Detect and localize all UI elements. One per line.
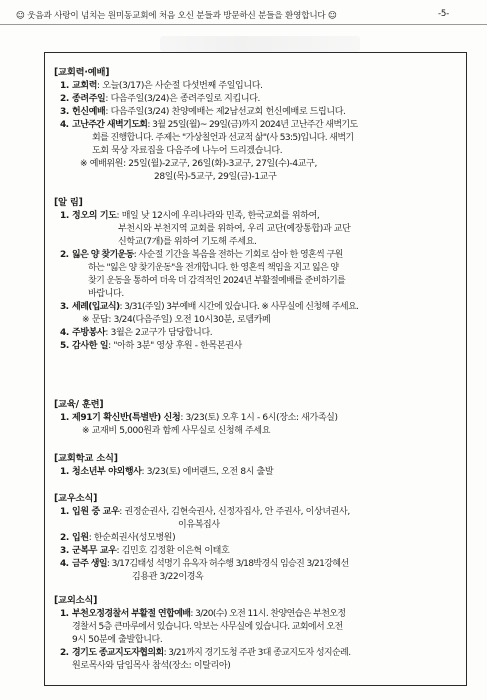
list-item: 1. 교회력: 오늘(3/17)은 사순절 다섯번째 주일입니다. xyxy=(60,81,263,91)
section-title: [교회학교 소식] xyxy=(54,453,118,464)
continuation-line: 부천시와 부천지역 교회를 위하여, 우리 교단(예장통합)과 교단 xyxy=(118,224,351,234)
paper-tape-mark xyxy=(160,36,360,52)
section-title: [알 림] xyxy=(54,197,83,208)
continuation-line: 바랍니다. xyxy=(88,289,124,299)
list-item: 1. 정오의 기도: 매일 낮 12시에 우리나라와 민족, 한국교회를 위하여, xyxy=(60,211,320,221)
section-title: [교육/ 훈련] xyxy=(54,399,104,410)
list-item: 5. 감사한 일: "아하 3분" 영상 후원 - 한목본권사 xyxy=(60,341,242,351)
list-item: 2. 잃은 양 찾기운동: 사순절 기간을 복음을 전하는 기회로 삼아 한 영혼씩 구원 xyxy=(60,250,343,260)
list-item: 1. 입원 중 교우: 권정순권사, 김현숙권사, 신정자집사, 안 주권사, 이상녀권사, xyxy=(60,507,350,517)
list-item: 3. 헌신예배: 다음주일(3/24) 찬양예배는 제2남선교회 헌신예배로 드립니다. xyxy=(60,107,346,117)
list-item: 1. 청소년부 야외행사: 3/23(토) 에버랜드, 오전 8시 출발 xyxy=(60,467,274,477)
page-number: -5- xyxy=(438,9,450,19)
section-title: [교외소식] xyxy=(54,595,98,606)
section-announcements xyxy=(54,196,358,353)
list-item: 2. 종려주일: 다음주일(3/24)은 종려주일로 지킵니다. xyxy=(60,94,261,104)
section-title: [교회력·예배] xyxy=(54,67,110,78)
list-item: 1. 부천오정경찰서 부활절 연합예배: 3/20(수) 오전 11시. 찬양연습은 부천오정 xyxy=(60,609,346,619)
list-item: 4. 주방봉사: 3월은 2교구가 담당합니다. xyxy=(60,328,213,338)
continuation-line: 9시 50분에 출발합니다. xyxy=(72,635,163,645)
section-church-school xyxy=(54,452,273,479)
continuation-line: 회를 진행합니다. 주제는 "가상칠언과 선교적 삶"(사 53:5)입니다. 새벽기 xyxy=(92,133,354,143)
continuation-line: 찾기 운동을 통하여 더욱 더 감격적인 2024년 부활절예배를 준비하기를 xyxy=(88,276,346,286)
continuation-line: 하는 "잃은 양 찾기운동"을 전개합니다. 한 영혼씩 책임을 지고 잃은 양 xyxy=(88,263,339,273)
list-item: 2. 입원: 한순희권사(성모병원) xyxy=(60,533,176,543)
continuation-line: ※ 교재비 5,000원과 함께 사무실로 신청해 주세요 xyxy=(82,426,271,436)
continuation-line: 김용관 3/22이경옥 xyxy=(132,572,204,582)
list-item: 1. 제91기 확신반(특별반) 신청: 3/23(토) 오후 1시 - 6시(장소: 새가족실) xyxy=(60,413,338,423)
continuation-line: 경찰서 5층 큰마루에서 있습니다. 악보는 사무실에 있습니다. 교회에서 오전 xyxy=(72,622,343,632)
section-title: [교우소식] xyxy=(54,493,98,504)
section-outside-news xyxy=(54,594,350,673)
continuation-line: 이유복집사 xyxy=(178,520,220,530)
continuation-line: 원로목사와 담임목사 참석(장소: 이탈리아) xyxy=(72,661,231,671)
list-item: 4. 금주 생일: 3/17김태성 석명기 유옥자 허수행 3/18박경식 임승진 3/21강혜선 xyxy=(60,559,349,569)
list-item: 3. 군복무 교우: 김민호 김정환 이은혁 이태호 xyxy=(60,546,230,556)
list-item: 2. 경기도 종교지도자협의회: 3/21까지 경기도청 주관 3대 종교지도자 성지순례. xyxy=(60,648,351,658)
continuation-line: ※ 문답: 3/24(다음주일) 오전 10시30분, 로뎀카페 xyxy=(82,315,271,325)
welcome-text: ☺ 웃음과 사랑이 넘치는 원미동교회에 처음 오신 분들과 방문하신 분들을 환영합니다 ☺ xyxy=(16,11,337,21)
section-member-news xyxy=(54,492,350,584)
section-church-calendar xyxy=(54,66,358,184)
continuation-line: 신학교(7개)를 위하여 기도해 주세요. xyxy=(118,237,257,247)
list-item: 4. 고난주간 새벽기도회: 3월 25일(월)~ 29일(금)까지 2024년 고난주간 새벽기도 xyxy=(60,120,358,130)
continuation-line: 도회 묵상 자료집을 다음주에 나누어 드리겠습니다. xyxy=(92,146,283,156)
list-item: 3. 세례(입교식): 3/31(주일) 3부예배 시간에 있습니다. ※ 사무실에 신청해 주세요. xyxy=(60,302,359,312)
note-line: 28일(목)-5교구, 29일(금)-1교구 xyxy=(154,172,277,182)
header-divider xyxy=(0,24,487,25)
note-line: ※ 예배위원: 25일(월)-2교구, 26일(화)-3교구, 27일(수)-4교구, xyxy=(80,159,317,169)
section-education xyxy=(54,398,338,438)
